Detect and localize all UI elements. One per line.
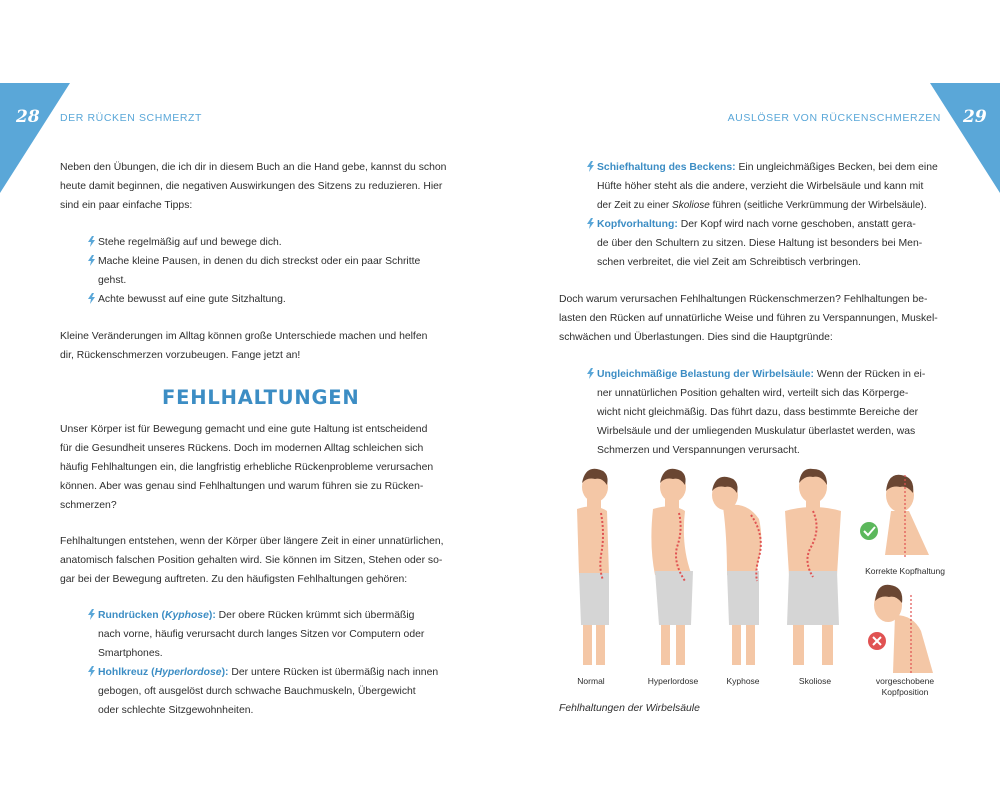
intro-line-1: Neben den Übungen, die ich dir in diesem Buch an die Hand gebe, kannst du schon [60, 162, 447, 173]
figure-caption: Fehlhaltungen der Wirbelsäule [559, 703, 700, 714]
label-korrekte-kopfhaltung: Korrekte Kopfhaltung [865, 566, 945, 576]
figure-normal [577, 469, 609, 665]
posture-kyphose-line-2: nach vorne, häufig verursacht durch langes Sitzen vor Computern oder [98, 629, 425, 640]
bullet-bolt-icon [88, 236, 95, 247]
reason-line-3: wicht nicht gleichmäßig. Das führt dazu, dass bestimmte Bereiche der [597, 407, 919, 418]
figure-head-forward [868, 585, 933, 673]
right-page-number: 29 [963, 107, 987, 127]
posture-kyphose-line-3: Smartphones. [98, 648, 163, 659]
bullet-bolt-icon [88, 609, 95, 620]
tip-2-line-1: Mache kleine Pausen, in denen du dich streckst oder ein paar Schritte [98, 256, 421, 267]
section-p2-line-3: gar bei der Bewegung auftreten. Zu den häufigsten Fehlhaltungen gehören: [60, 574, 408, 585]
bullet-bolt-icon [88, 293, 95, 304]
right-paragraph-line-3: schwächen und Überlastungen. Dies sind die Hauptgründe: [559, 332, 833, 343]
reason-line-5: Schmerzen und Verspannungen verursacht. [597, 445, 800, 456]
section-p1-line-1: Unser Körper ist für Bewegung gemacht und eine gute Haltung ist entscheidend [60, 424, 428, 435]
left-page-number: 28 [16, 107, 40, 127]
section-p2-line-1: Fehlhaltungen entstehen, wenn der Körper über längere Zeit in einer unnatürlichen, [60, 536, 444, 547]
section-p2-line-2: anatomisch falschen Position gehalten wird. Sie können im Sitzen, Stehen oder so- [60, 555, 443, 566]
label-skoliose: Skoliose [798, 676, 832, 686]
intro-line-2: heute damit beginnen, die negativen Auswirkungen des Sitzens zu reduzieren. Hier [60, 181, 443, 192]
bullet-bolt-icon [587, 161, 594, 172]
bullet-bolt-icon [587, 218, 594, 229]
section-p1-line-4: können. Aber was genau sind Fehlhaltungen und warum führen sie zu Rücken- [60, 481, 424, 492]
posture-kopf-line-1: Kopfvorhaltung: Der Kopf wird nach vorne geschoben, anstatt gera- [597, 219, 916, 230]
posture-kopf-line-3: schen verbreitet, die viel Zeit am Schreibtisch verbringen. [597, 257, 861, 268]
right-paragraph-line-1: Doch warum verursachen Fehlhaltungen Rückenschmerzen? Fehlhaltungen be- [559, 294, 928, 305]
reason-line-4: Wirbelsäule und der umliegenden Muskulatur überlastet werden, was [597, 426, 916, 437]
posture-becken-term: Schiefhaltung des Beckens: [597, 162, 736, 173]
figure-kyphose [712, 477, 761, 665]
label-normal: Normal [577, 676, 605, 686]
tip-2-line-2: gehst. [98, 275, 127, 286]
posture-hyperlordose-term: Hohlkreuz (Hyperlordose): [98, 667, 229, 678]
left-running-header: DER RÜCKEN SCHMERZT [60, 112, 203, 124]
label-vorgeschobene: vorgeschobene [875, 676, 935, 686]
bullet-bolt-icon [88, 255, 95, 266]
closing-line-1: Kleine Veränderungen im Alltag können große Unterschiede machen und helfen [60, 331, 428, 342]
posture-becken-line-1: Schiefhaltung des Beckens: Ein ungleichmäßiges Becken, bei dem eine [597, 162, 938, 173]
posture-kyphose-line-1: Rundrücken (Kyphose): Der obere Rücken krümmt sich übermäßig [98, 610, 415, 621]
section-heading: FEHLHALTUNGEN [162, 386, 360, 409]
reason-term: Ungleichmäßige Belastung der Wirbelsäule: [597, 369, 815, 380]
right-running-header: AUSLÖSER VON RÜCKENSCHMERZEN [727, 112, 941, 124]
right-paragraph-line-2: lasten den Rücken auf unnatürliche Weise und führen zu Verspannungen, Muskel- [559, 313, 938, 324]
closing-line-2: dir, Rückenschmerzen vorzubeugen. Fange jetzt an! [60, 350, 301, 361]
posture-hyperlordose-line-2: gebogen, oft ausgelöst durch schwache Bauchmuskeln, Übergewicht [98, 686, 416, 697]
posture-kyphose-term: Rundrücken (Kyphose): [98, 610, 216, 621]
posture-hyperlordose-line-3: oder schlechte Sitzgewohnheiten. [98, 705, 254, 716]
label-hyperlordose: Hyperlordose [647, 676, 699, 686]
figure-head-correct [860, 475, 929, 557]
reason-line-2: ner unnatürlichen Position gehalten wird, verteilt sich das Körperge- [597, 388, 909, 399]
label-kyphose: Kyphose [726, 676, 760, 686]
figure-skoliose [785, 469, 841, 665]
bullet-bolt-icon [587, 368, 594, 379]
reason-line-1: Ungleichmäßige Belastung der Wirbelsäule: Wenn der Rücken in ei- [597, 369, 926, 380]
right-corner-tab [930, 83, 1000, 193]
tip-3: Achte bewusst auf eine gute Sitzhaltung. [98, 294, 286, 305]
section-p1-line-2: für die Gesundheit unseres Rückens. Doch im modernen Alltag schleichen sich [60, 443, 424, 454]
posture-hyperlordose-line-1: Hohlkreuz (Hyperlordose): Der untere Rücken ist übermäßig nach innen [98, 667, 439, 678]
section-p1-line-5: schmerzen? [60, 500, 117, 511]
intro-line-3: sind ein paar einfache Tipps: [60, 200, 193, 211]
bullet-bolt-icon [88, 666, 95, 677]
posture-becken-line-3: der Zeit zu einer Skoliose führen (seitliche Verkrümmung der Wirbelsäule). [597, 200, 927, 211]
tip-1: Stehe regelmäßig auf und bewege dich. [98, 237, 282, 248]
figure-hyperlordose [651, 469, 693, 665]
posture-kopf-term: Kopfvorhaltung: [597, 219, 678, 230]
posture-becken-line-2: Hüfte höher steht als die andere, verzieht die Wirbelsäule und kann mit [597, 181, 924, 192]
posture-kopf-line-2: de über den Schultern zu sitzen. Diese Haltung ist besonders bei Men- [597, 238, 923, 249]
label-kopfposition: Kopfposition [881, 687, 929, 697]
section-p1-line-3: häufig Fehlhaltungen ein, die langfristig erhebliche Rückenprobleme verursachen [60, 462, 434, 473]
